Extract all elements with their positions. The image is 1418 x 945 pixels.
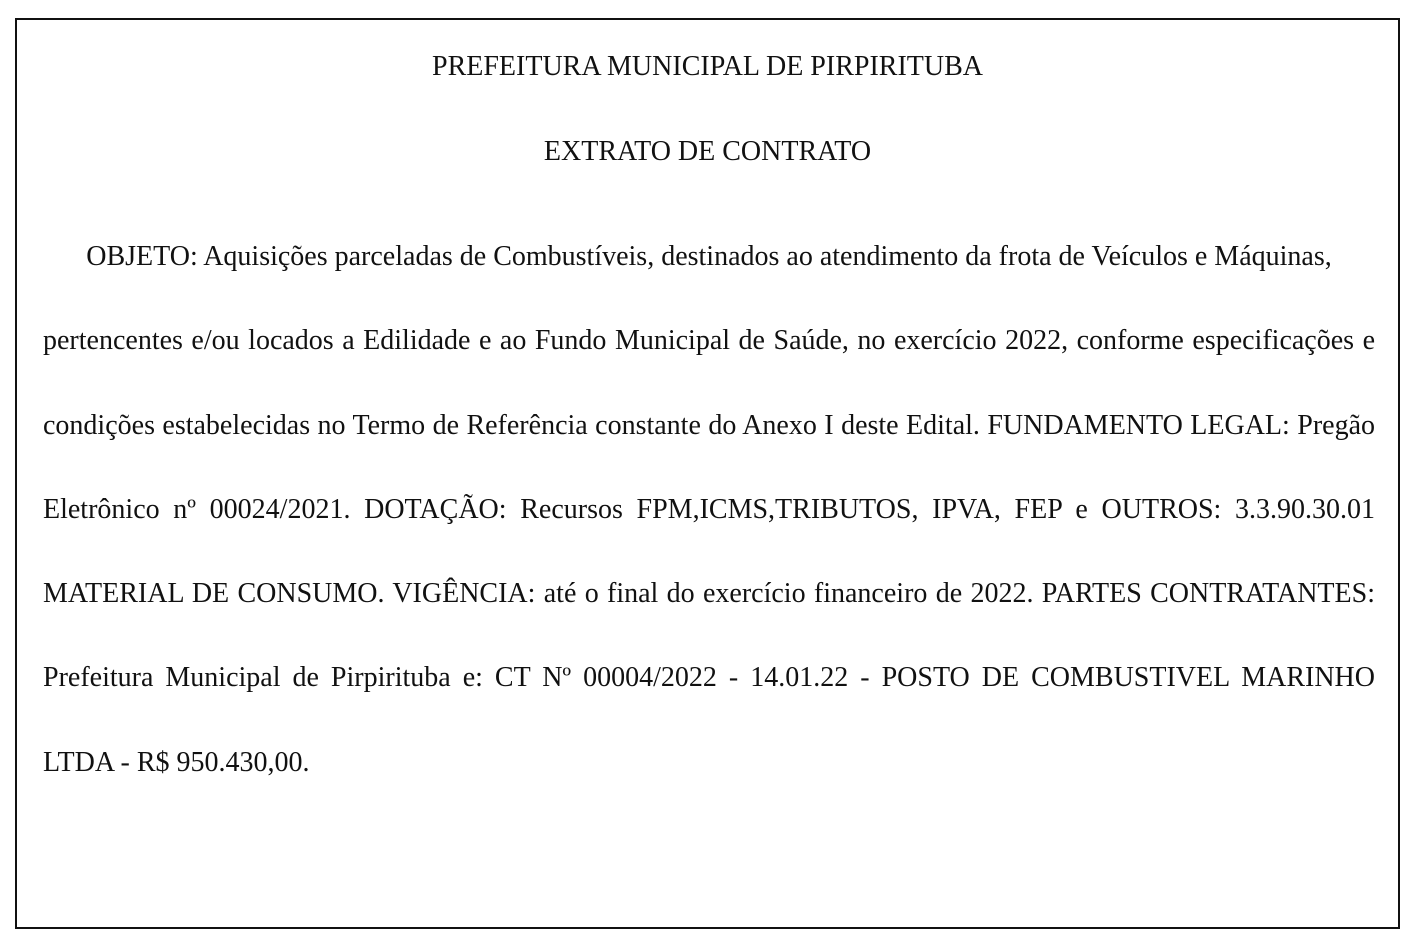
document-frame bbox=[15, 18, 1400, 929]
body-first-line: OBJETO: Aquisições parceladas de Combustíveis, destinados ao atendimento da frota de Veículos e Máquinas, bbox=[86, 241, 1332, 272]
organization-title: PREFEITURA MUNICIPAL DE PIRPIRITUBA bbox=[432, 51, 983, 82]
contract-extract-body bbox=[43, 215, 1375, 805]
document-type-title: EXTRATO DE CONTRATO bbox=[543, 136, 872, 167]
body-paragraph-text: pertencentes e/ou locados a Edilidade e ao Fundo Municipal de Saúde, no exercício 2022, conforme especificações e condições estabelecidas no Termo de Referência constante do Anexo I deste Edital. FUNDAMENTO LEGAL: Pregão Eletrônico nº 00024/2021. DOTAÇÃO: Recursos FPM,ICMS,TRIBUTOS, IPVA, FEP e OUTROS: 3.3.90.30.01 MATERIAL DE CONSUMO. VIGÊNCIA: até o final do exercício financeiro de 2022. PARTES CONTRATANTES: Prefeitura Municipal de Pirpirituba e: CT Nº 00004/2022 - 14.01.22 - POSTO DE COMBUSTIVEL MARINHO LTDA - R$ 950.430,00. bbox=[43, 325, 1375, 778]
